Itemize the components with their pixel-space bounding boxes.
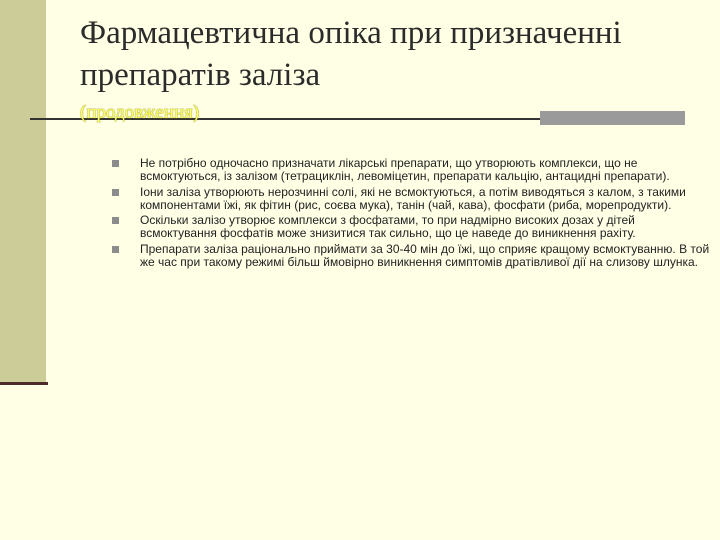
title-divider-accent (540, 111, 685, 125)
bullet-item (112, 157, 712, 184)
square-bullet-icon (112, 189, 119, 196)
square-bullet-icon (112, 246, 119, 253)
slide-subtitle: (продовження) (80, 102, 200, 123)
bullet-text: Оскільки залізо утворює комплекси з фосфатами, то при надмірно високих дозах у дітей всмоктування фосфатів може знизитися так сильно, що це наведе до виникнення рахіту. (140, 213, 636, 241)
bullet-list (112, 157, 712, 271)
slide-title: Фармацевтична опіка при призначенні препаратів заліза (80, 15, 622, 93)
left-decor-band-edge (0, 382, 48, 385)
bullet-text: Не потрібно одночасно призначати лікарські препарати, що утворюють комплекси, що не всмоктуються, із залізом (тетрациклін, левоміцетин, препарати кальцію, антацидні препарати). (140, 156, 670, 184)
bullet-item (112, 243, 712, 270)
bullet-item (112, 214, 712, 241)
square-bullet-icon (112, 160, 119, 167)
left-decor-band (0, 0, 46, 384)
bullet-text: Іони заліза утворюють нерозчинні солі, які не всмоктуються, а потім виводяться з калом, з такими компонентами їжі, як фітин (рис, соєва мука), танін (чай, кава), фосфати (риба, морепродукти). (140, 184, 686, 212)
bullet-item (112, 186, 712, 213)
bullet-text: Препарати заліза раціонально приймати за 30-40 мін до їжі, що сприяє кращому всмоктуванню. В той же час при такому режимі більш ймовірно виникнення симптомів дратівливої дії на слизову шлунка. (140, 241, 710, 270)
square-bullet-icon (112, 217, 119, 224)
